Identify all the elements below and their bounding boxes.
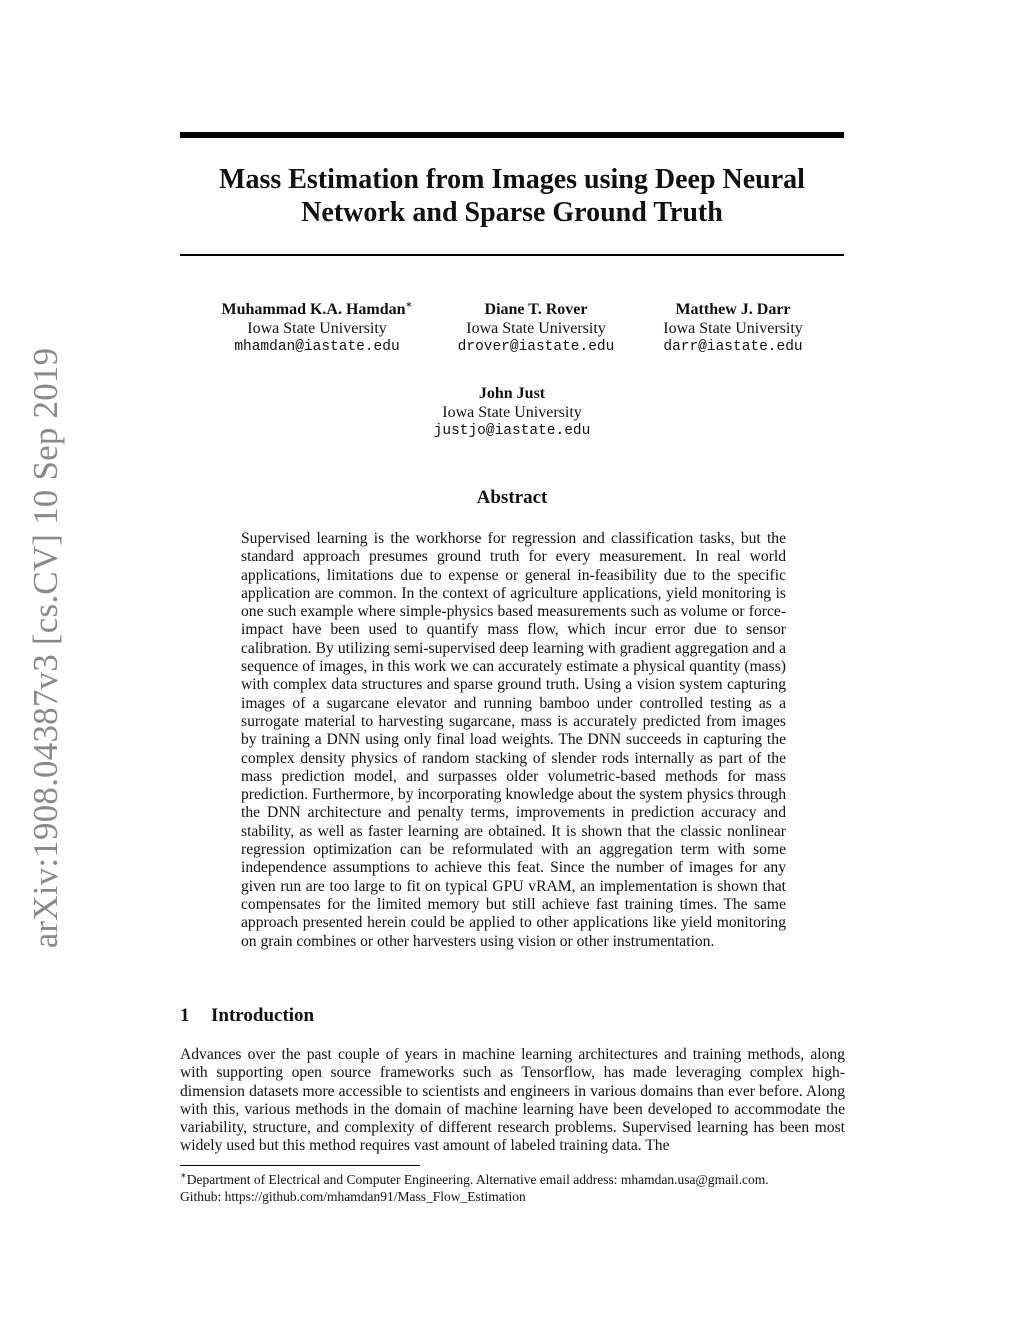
author-block-4	[392, 384, 632, 441]
author-name: Matthew J. Darr	[675, 301, 791, 318]
author-block-1	[197, 300, 437, 357]
abstract-heading: Abstract	[476, 487, 548, 508]
abstract-text: Supervised learning is the workhorse for regression and classification tasks, but the standard approach presumes ground truth for every measurement. In real world applications, limitations due to expense or general in-feasibility due to the specific application are common. In the context of agriculture applications, yield monitoring is one such example where simple-physics based measurements such as volume or force-impact have been used to quantify mass flow, which incur error due to sensor calibration. By utilizing semi-supervised deep learning with gradient aggregation and a sequence of images, in this work we can accurately estimate a physical quantity (mass) with complex data structures and sparse ground truth. Using a vision system capturing images of a sugarcane elevator and running bamboo under controlled testing as a surrogate material to harvesting sugarcane, mass is accurately predicted from images by training a DNN using only final load weights. The DNN succeeds in capturing the complex density physics of random stacking of slender rods internally as part of the mass prediction model, and surpasses older volumetric-based methods for mass prediction. Furthermore, by incorporating knowledge about the system physics through the DNN architecture and penalty terms, improvements in prediction accuracy and stability, as well as faster learning are obtained. It is shown that the classic nonlinear regression optimization can be reformulated with an aggregation term with some independence assumptions to achieve this feat. Since the number of images for any given run are too large to fit on typical GPU vRAM, an implementation is shown that compensates for the limited memory but still achieve fast training times. The same approach presented herein could be applied to other applications like yield monitoring on grain combines or other harvesters using vision or other instrumentation.	[241, 530, 786, 950]
author-affiliation: Iowa State University	[442, 404, 582, 421]
title-top-rule	[180, 132, 844, 138]
introduction-text: Advances over the past couple of years in machine learning architectures and training methods, along with supporting open source frameworks such as Tensorflow, has made leveraging complex high-dimension datasets more accessible to scientists and engineers in various domains than ever before. Along with this, various methods in the domain of machine learning have been developed to accommodate the variability, structure, and complexity of different research problems. Supervised learning has been most widely used but this method requires vast amount of labeled training data. The	[180, 1046, 845, 1155]
author-name: Diane T. Rover	[484, 301, 588, 318]
author-affiliation: Iowa State University	[247, 320, 387, 337]
footnote-line-1: ∗Department of Electrical and Computer Engineering. Alternative email address: mhamdan.usa@gmail.com.	[180, 1170, 769, 1187]
section-heading-introduction	[180, 1005, 314, 1027]
section-number: 1	[180, 1005, 190, 1026]
author-email[interactable]: justjo@iastate.edu	[433, 423, 591, 439]
title-bottom-rule	[180, 254, 844, 256]
author-email[interactable]: mhamdan@iastate.edu	[234, 339, 400, 355]
footnote-rule	[180, 1165, 420, 1166]
author-block-3	[613, 300, 853, 357]
footnote	[180, 1171, 848, 1205]
arxiv-sidebar-stamp: arXiv:1908.04387v3 [cs.CV] 10 Sep 2019	[26, 347, 65, 949]
footnote-line-2: Github: https://github.com/mhamdan91/Mass_Flow_Estimation	[180, 1189, 526, 1204]
author-email[interactable]: drover@iastate.edu	[457, 339, 615, 355]
author-affiliation: Iowa State University	[466, 320, 606, 337]
author-name: John Just	[478, 385, 546, 402]
author-name: Muhammad K.A. Hamdan∗	[221, 299, 413, 318]
author-email[interactable]: darr@iastate.edu	[663, 339, 803, 355]
paper-title: Mass Estimation from Images using Deep Neural Network and Sparse Ground Truth	[219, 164, 805, 228]
author-affiliation: Iowa State University	[663, 320, 803, 337]
section-title: Introduction	[211, 1005, 315, 1026]
